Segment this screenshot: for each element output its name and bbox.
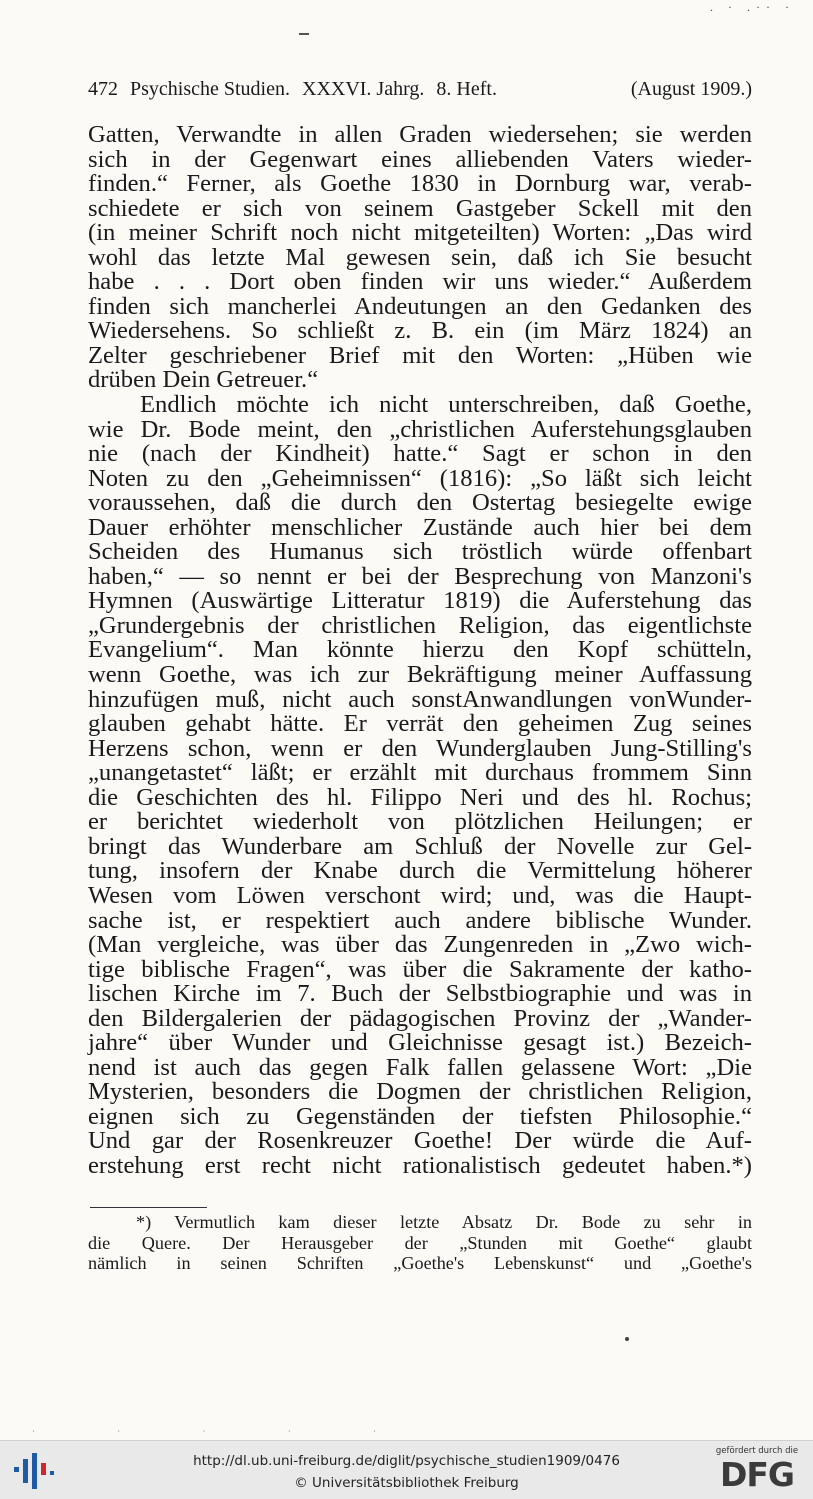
footer-text: [0, 1451, 813, 1493]
text-line: den Bildergalerien der pädagogischen Provinz der „Wander-: [88, 1004, 752, 1032]
text-line: Wiedersehens. So schließt z. B. ein (im März 1824) an: [88, 317, 752, 345]
text-line: er berichtet wiederholt von plötzlichen Heilungen; er: [88, 808, 752, 836]
text-line: tige biblische Fragen“, was über die Sakramente der katho-: [88, 955, 752, 983]
text-line: hinzufügen muß, nicht auch sonstAnwandlungen vonWunder-: [88, 685, 752, 713]
text-line: finden.“ Ferner, als Goethe 1830 in Dornburg war, verab-: [88, 170, 752, 198]
permalink-link[interactable]: http://dl.ub.uni-freiburg.de/diglit/psychische_studien1909/0476: [193, 1453, 620, 1469]
text-line: wie Dr. Bode meint, den „christlichen Auferstehungsglauben: [88, 415, 752, 443]
text-line: Und gar der Rosenkreuzer Goethe! Der würde die Auf-: [88, 1127, 752, 1155]
text-line: sache ist, er respektiert auch andere biblische Wunder.: [88, 906, 752, 934]
page-number: 472: [88, 78, 118, 100]
text-line: Gatten, Verwandte in allen Graden wiedersehen; sie werden: [88, 121, 752, 148]
text-line: eignen sich zu Gegenständen der tiefsten Philosophie.“: [88, 1102, 752, 1130]
footnote-line: die Quere. Der Herausgeber der „Stunden mit Goethe“ glaubt: [88, 1232, 752, 1253]
copyright-notice: © Universitätsbibliothek Freiburg: [294, 1475, 519, 1491]
text-line: tung, insofern der Knabe durch die Vermittelung höherer: [88, 857, 752, 885]
text-line: sich in der Gegenwart eines alliebenden Vaters wieder-: [88, 145, 752, 173]
journal-title: Psychische Studien.: [130, 78, 290, 100]
paragraph-start-line: Endlich möchte ich nicht unterschreiben, daß Goethe,: [140, 391, 752, 419]
dfg-caption: gefördert durch die: [715, 1446, 799, 1456]
text-line: (in meiner Schrift noch nicht mitgeteilten) Worten: „Das wird: [88, 219, 752, 247]
text-line: Wesen vom Löwen verschont wird; und, was die Haupt-: [88, 881, 752, 909]
text-line: haben,“ — so nennt er bei der Besprechung von Manzoni's: [88, 562, 752, 590]
text-line: habe . . . Dort oben finden wir uns wieder.“ Außerdem: [88, 268, 752, 296]
issue-date: (August 1909.): [630, 78, 752, 100]
scan-specks: . · .·· ·: [710, 0, 795, 14]
text-line: glauben gehabt hätte. Er verrät den geheimen Zug seines: [88, 710, 752, 738]
text-line: lischen Kirche im 7. Buch der Selbstbiographie und was in: [88, 980, 752, 1008]
text-line: erstehung erst recht nicht rationalistisch gedeutet haben.*): [88, 1151, 752, 1179]
viewer-footer: [0, 1440, 813, 1499]
text-line: voraussehen, daß die durch den Ostertag besiegelte ewige: [88, 489, 752, 517]
text-line: Noten zu den „Geheimnissen“ (1816): „So läßt sich leicht: [88, 464, 752, 492]
text-line: jahre“ über Wunder und Gleichnisse gesagt ist.) Bezeich-: [88, 1029, 752, 1057]
footnote-line: *) Vermutlich kam dieser letzte Absatz Dr. Bode zu sehr in: [136, 1212, 752, 1232]
issue-label: 8. Heft.: [436, 78, 497, 100]
footnote-line: nämlich in seinen Schriften „Goethe's Lebenskunst“ und „Goethe's: [88, 1253, 752, 1273]
paragraph-end-line: drüben Dein Getreuer.“: [88, 366, 319, 394]
text-line: Hymnen (Auswärtige Litteratur 1819) die Auferstehung das: [88, 587, 752, 615]
volume-label: XXXVI. Jahrg.: [302, 78, 425, 100]
footnote-divider: [90, 1207, 207, 1208]
dfg-funding-badge: [711, 1446, 803, 1496]
text-line: Mysterien, besonders die Dogmen der christlichen Religion,: [88, 1078, 752, 1106]
footnote: [88, 1212, 752, 1274]
text-line: „unangetastet“ läßt; er erzählt mit durchaus frommem Sinn: [88, 759, 752, 787]
scan-mark: [299, 33, 309, 35]
body-text: [88, 123, 752, 1179]
text-line: finden sich mancherlei Andeutungen an den Gedanken des: [88, 292, 752, 320]
text-line: wohl das letzte Mal gewesen sein, daß ich Sie besucht: [88, 243, 752, 271]
text-line: Zelter geschriebener Brief mit den Worten: „Hüben wie: [88, 341, 752, 369]
scan-speck: [625, 1337, 629, 1341]
text-line: (Man vergleiche, was über das Zungenreden in „Zwo wich-: [88, 931, 752, 959]
running-header: [88, 76, 752, 102]
text-line: „Grundergebnis der christlichen Religion, das eigentlichste: [88, 611, 752, 639]
text-line: nend ist auch das gegen Falk fallen gelassene Wort: „Die: [88, 1053, 752, 1081]
scan-bottom-marks: · · · · ·: [32, 1426, 416, 1436]
text-line: die Geschichten des hl. Filippo Neri und des hl. Rochus;: [88, 783, 752, 811]
text-line: schiedete er sich von seinem Gastgeber Sckell mit den: [88, 194, 752, 222]
dfg-logo: DFG: [719, 1455, 795, 1494]
text-line: nie (nach der Kindheit) hatte.“ Sagt er schon in den: [88, 440, 752, 468]
text-line: Herzens schon, wenn er den Wunderglauben Jung-Stilling's: [88, 734, 752, 762]
text-line: Scheiden des Humanus sich tröstlich würde offenbart: [88, 538, 752, 566]
header-left: [88, 76, 497, 102]
text-line: wenn Goethe, was ich zur Bekräftigung meiner Auffassung: [88, 661, 752, 689]
text-line: bringt das Wunderbare am Schluß der Novelle zur Gel-: [88, 832, 752, 860]
text-line: Dauer erhöhter menschlicher Zustände auch hier bei dem: [88, 513, 752, 541]
text-line: Evangelium“. Man könnte hierzu den Kopf schütteln,: [88, 636, 752, 664]
